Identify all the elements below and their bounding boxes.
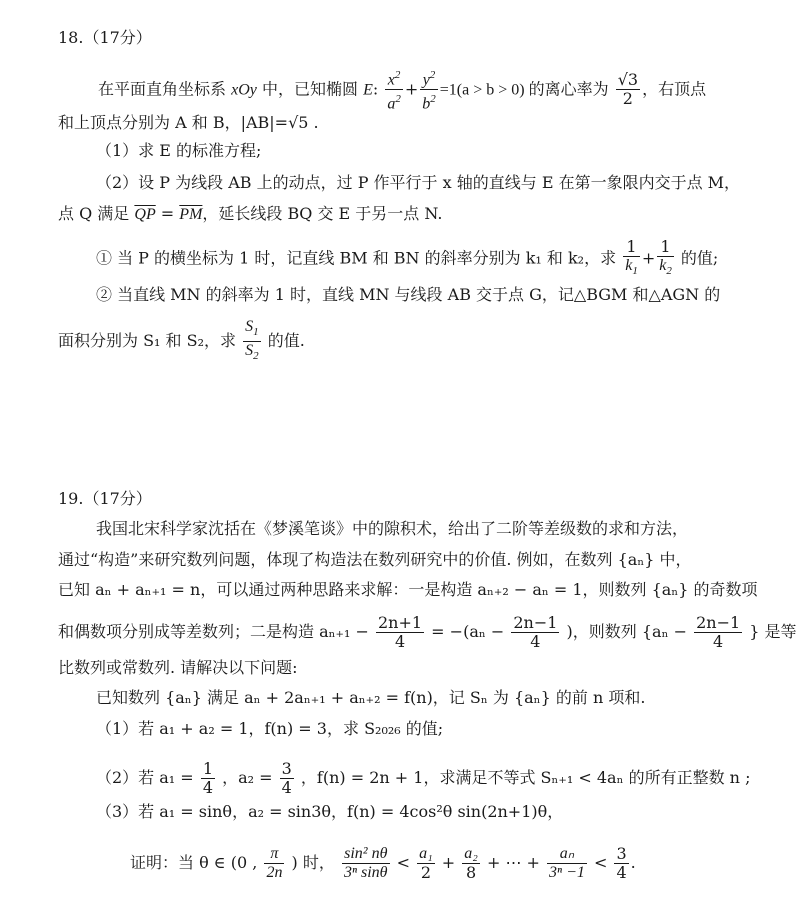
q18-frac-y: $\frac{y^2}{b^2}$ [420,66,438,114]
q18-part2: （2）设 P 为线段 AB 上的动点，过 P 作平行于 x 轴的直线与 E 在第一象限内交于点 M， [96,173,741,192]
q19-frac-tn: $\frac{\text{aₙ}}{\text{3ⁿ −1}}$ [549,845,585,881]
q18-p2b-b: ，延长线段 BQ 交 E 于另一点 N. [202,204,443,223]
q18-case2: ② 当直线 MN 的斜率为 1 时，直线 MN 与线段 AB 交于点 G，记△BGM 和△AGN 的 [96,285,721,304]
q19-frac-34: $\frac{3}{4}$ [616,844,627,882]
q19-frac-a: $\frac{2n+1}{4}$ [378,613,423,651]
q19-sub1: （1）若 a₁ + a₂ = 1，f(n) = 3，求 S₂₀₂₆ 的值; [96,719,444,738]
q18-mid-text: 中，已知椭圆 [261,79,358,99]
q18-eccentricity: $\frac{√3}{2}$ [617,70,639,109]
q18-intro-text: 在平面直角坐标系 [98,79,227,99]
q18-line2: 和上顶点分别为 A 和 B，|AB|=√5 . [58,113,319,132]
q18-tail: ，右顶点 [642,79,707,99]
q19-line2: 通过“构造”来研究数列问题，体现了构造法在数列研究中的价值. 例如，在数列 {aₙ} 中， [58,550,692,569]
q19-frac-a1: $\frac{1}{4}$ [202,759,213,797]
q19-number: 19.（17分） [58,489,152,508]
q18-p2b-a: 点 Q 满足 [58,204,130,223]
q19-l4-b: = −(aₙ − [431,622,505,641]
q18-frac-s: $\frac{S_1}{S_2}$ [245,318,259,363]
q19-proof-b: ) 时， [291,853,335,872]
q19-proof: 证明：当 θ ∈ (0 , $\frac{\pi}{2n}$ ) 时， $\frac{\text{sin² nθ}}{\text{3ⁿ sinθ}}$ < $\frac{\text{a₁}}{2}$ + $\frac{\text{a₂}}{8}$ + ⋯ + $\frac{\text{aₙ}}{\text{3ⁿ −1}}$ < $\frac{3}{4}$ . [130,844,636,882]
q19-frac-pi: $\frac{\pi}{2n}$ [266,845,283,881]
q19-l4-a: 和偶数项分别成等差数列；二是构造 aₙ₊₁ − [58,622,369,641]
q18-part2-line2: 点 Q 满足 $\overline{QP} = \overline{PM}$，延长线段 BQ 交 E 于另一点 N. [58,204,443,223]
q18-case2-line2 [58,318,305,365]
q19-l4-c: )，则数列 {aₙ − [566,622,687,641]
q19-s2-b: ，a₂ = [222,768,273,787]
q18-eq-rest: =1(a > b > 0) 的离心率为 [439,81,609,99]
q19-frac-a2: $\frac{3}{4}$ [281,759,292,797]
q19-s2-c: ，f(n) = 2n + 1，求满足不等式 Sₙ₊₁ < 4aₙ 的所有正整数 n ; [300,768,751,787]
q19-line3: 已知 aₙ + aₙ₊₁ = n，可以通过两种思路来求解：一是构造 aₙ₊₂ − aₙ = 1，则数列 {aₙ} 的奇数项 [58,580,758,599]
q18-case2-b: 的值. [267,331,305,351]
q18-intro-line: 在平面直角坐标系 xOy 中，已知椭圆 E: $\frac{x^2}{a^2}$ + $\frac{y^2}{b^2}$ =1(a > b > 0) 的离心率为 $\frac{√3}{2}$ ，右顶点 [98,66,706,114]
q19-l4-d: } 是等 [749,622,797,641]
q18-case2-a: 面积分别为 S₁ 和 S₂，求 [58,331,237,351]
q19-frac-big: $\frac{\text{sin² nθ}}{\text{3ⁿ sinθ}}$ [343,845,388,881]
q19-sub3: （3）若 a₁ = sinθ，a₂ = sin3θ，f(n) = 4cos²θ sin(2n+1)θ， [96,802,564,821]
q18-vector-pm: $\overline{PM}$ [179,206,203,223]
q19-line4 [58,614,797,651]
q19-sub2 [96,760,750,797]
q18-part1: （1）求 E 的标准方程; [96,141,262,160]
q19-line6: 已知数列 {aₙ} 满足 aₙ + 2aₙ₊₁ + aₙ₊₂ = f(n)，记 Sₙ 为 {aₙ} 的前 n 项和. [96,688,646,707]
q19-frac-b: $\frac{2n-1}{4}$ [513,613,558,651]
q19-frac-t1: $\frac{\text{a₁}}{2}$ [419,845,433,882]
q18-ellipse-name: E [363,81,373,99]
q19-proof-a: 证明：当 θ ∈ (0 , [130,853,258,872]
q18-xoy: xOy [231,81,257,99]
q18-case1-a: ① 当 P 的横坐标为 1 时，记直线 BM 和 BN 的斜率分别为 k₁ 和 k₂，求 [96,248,617,268]
q18-vector-qp: $\overline{QP}$ [134,206,156,223]
q18-case1-b: 的值; [680,248,719,268]
q19-s2-a: （2）若 a₁ = [96,768,194,787]
q19-line5: 比数列或常数列. 请解决以下问题: [58,658,298,677]
q18-number: 18.（17分） [58,28,152,47]
q19-frac-c: $\frac{2n-1}{4}$ [696,613,741,651]
q18-frac-k2: $\frac{1}{k_2}$ [659,237,672,278]
q18-frac-x: $\frac{x^2}{a^2}$ [385,66,403,114]
q18-frac-k1: $\frac{1}{k_1}$ [625,237,638,278]
q19-frac-t2: $\frac{\text{a₂}}{8}$ [464,845,478,882]
q18-case1: ① 当 P 的横坐标为 1 时，记直线 BM 和 BN 的斜率分别为 k₁ 和 k₂，求 $\frac{1}{k_1}$ + $\frac{1}{k_2}$ 的值; [96,238,718,280]
q19-line1: 我国北宋科学家沈括在《梦溪笔谈》中的隙积术，给出了二阶等差级数的求和方法， [96,519,689,538]
